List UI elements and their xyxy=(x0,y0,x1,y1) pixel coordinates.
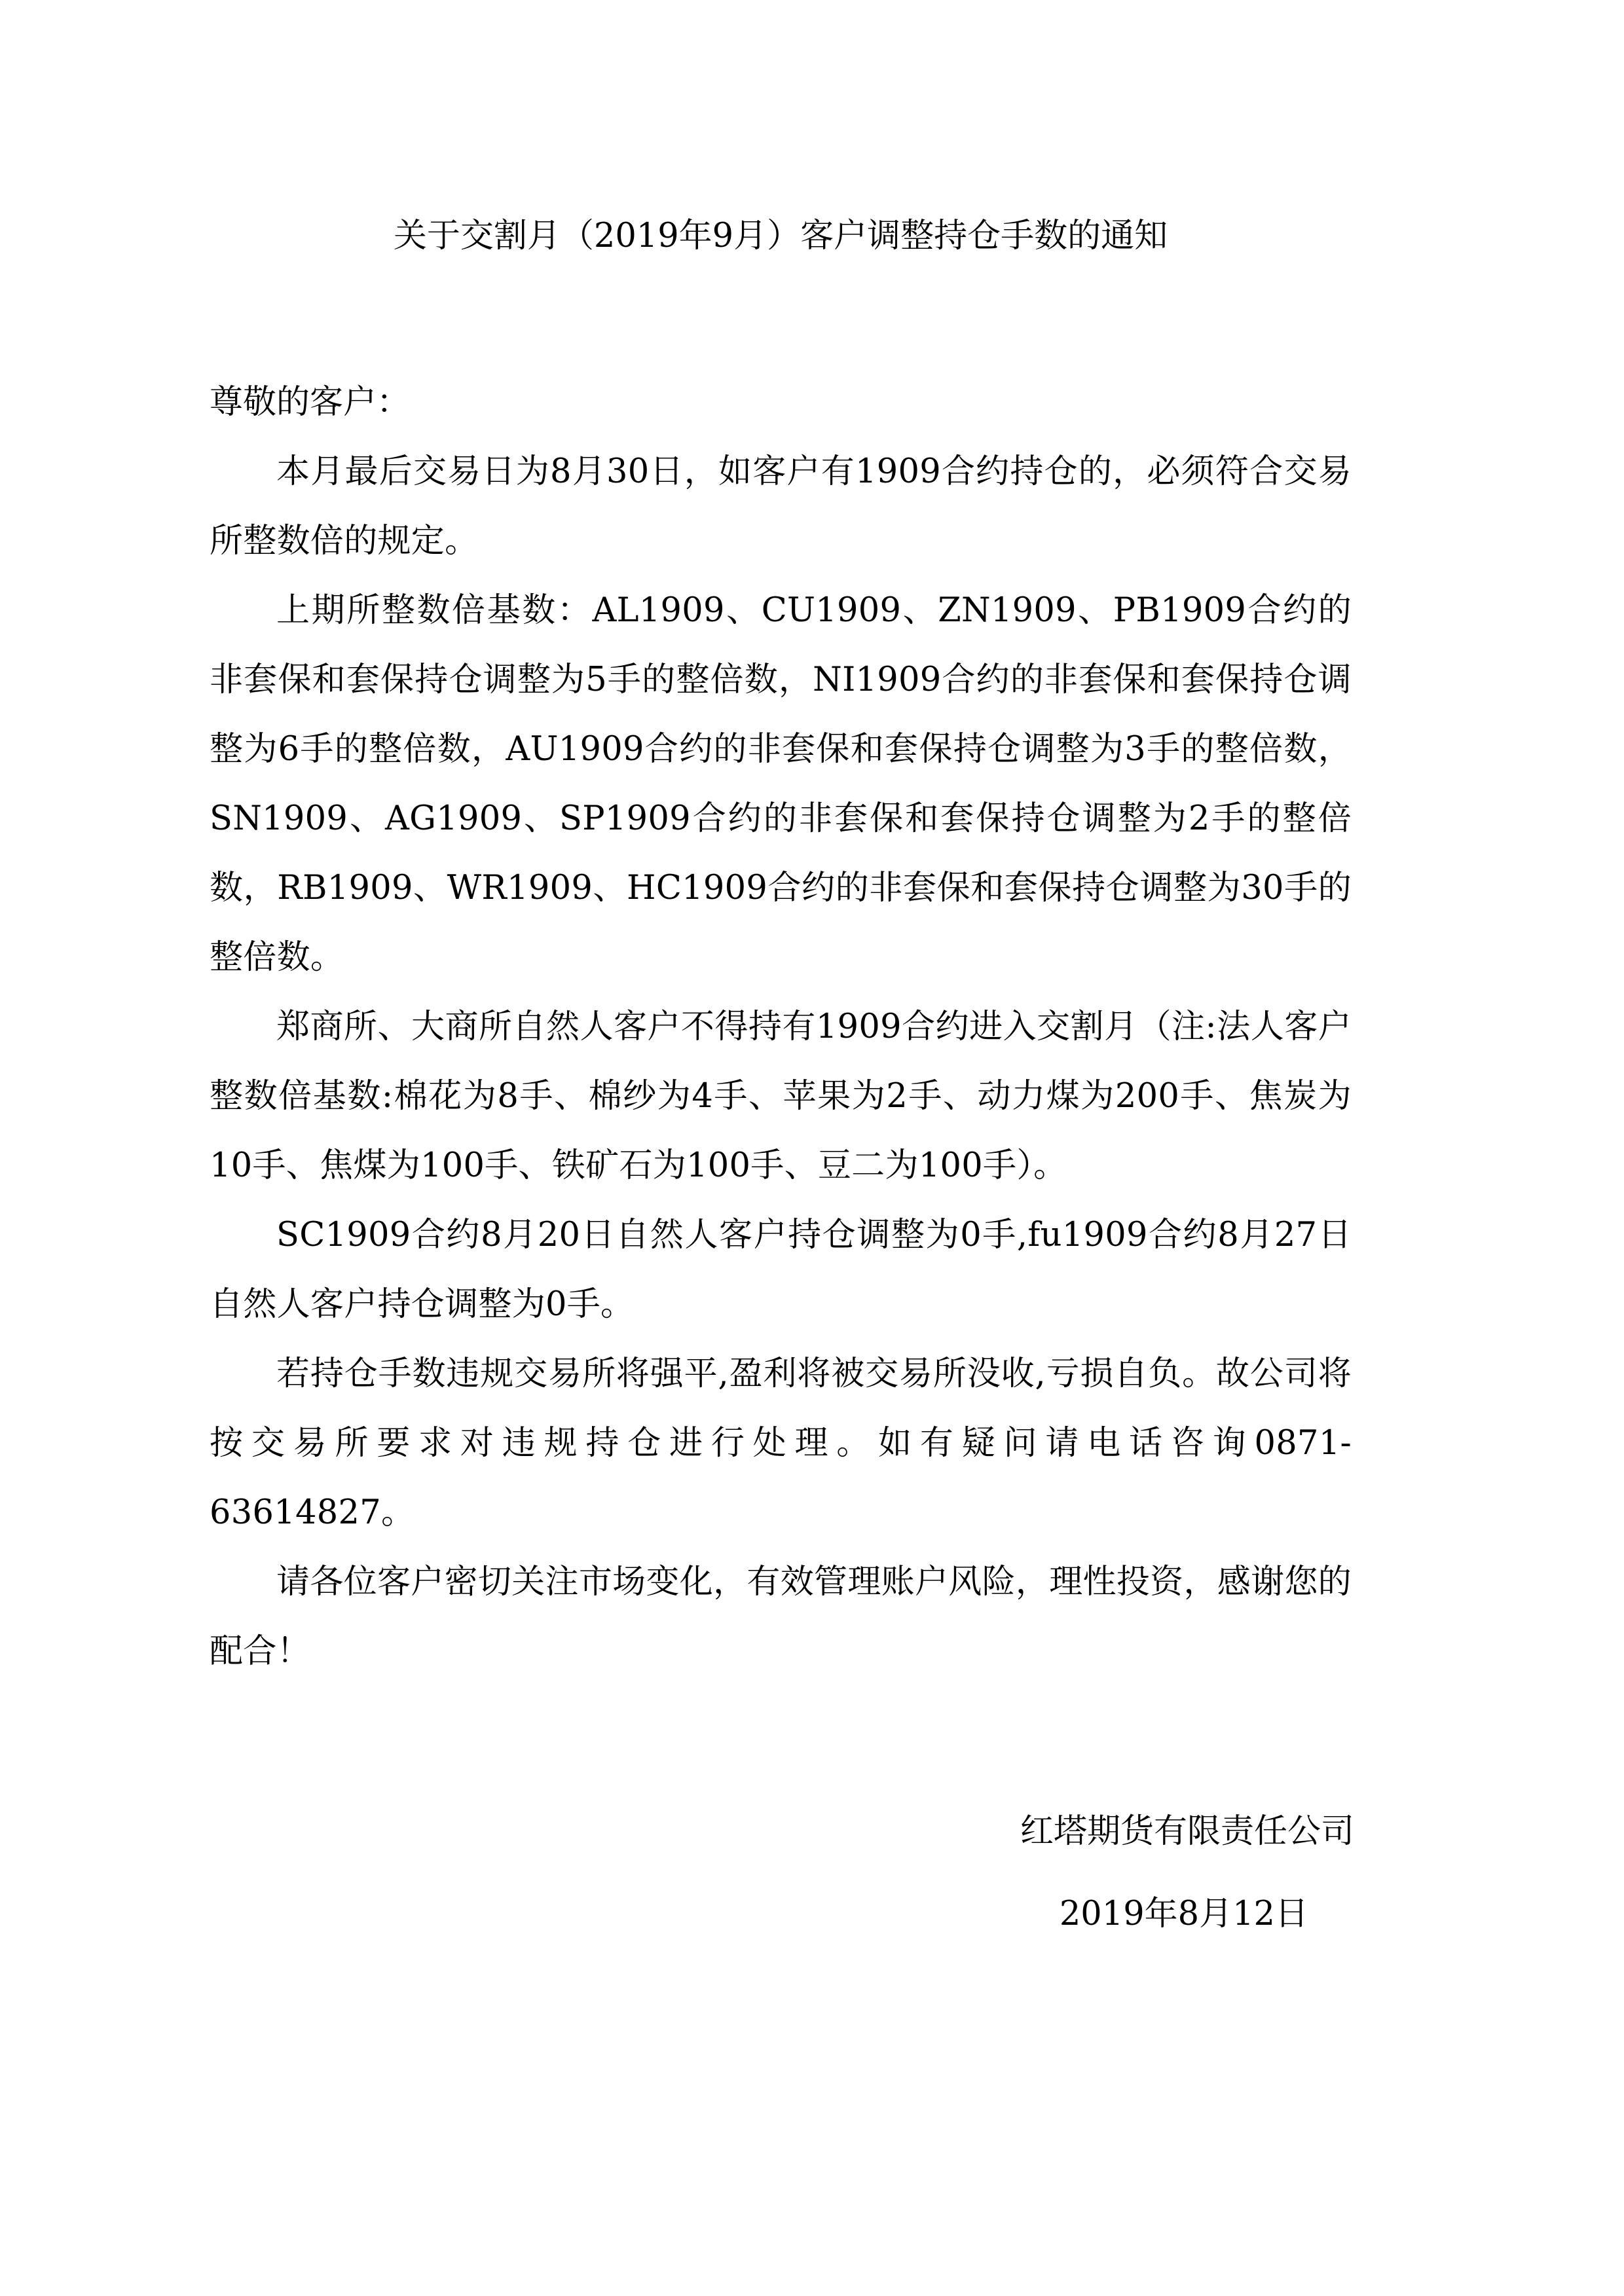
salutation: 尊敬的客户： xyxy=(210,383,411,422)
paragraph-shfe-multiples: 上期所整数倍基数：AL1909、CU1909、ZN1909、PB1909合约的非套保和套保持仓调整为5手的整倍数，NI1909合约的非套保和套保持仓调整为6手的整倍数，AU1909合约的非套保和套保持仓调整为3手的整倍数，SN1909、AG1909、SP1909合约的非套保和套保持仓调整为2手的整倍数，RB1909、WR1909、HC1909合约的非套保和套保持仓调整为30手的整倍数。 xyxy=(210,591,1352,977)
notice-body xyxy=(210,368,1352,1686)
paragraph-closing-remarks: 请各位客户密切关注市场变化，有效管理账户风险，理性投资，感谢您的配合！ xyxy=(210,1563,1352,1671)
paragraph-czce-dce-rules: 郑商所、大商所自然人客户不得持有1909合约进入交割月（注:法人客户整数倍基数:棉花为8手、棉纱为4手、苹果为2手、动力煤为200手、焦炭为10手、焦煤为100手、铁矿石为100手、豆二为100手）。 xyxy=(210,1008,1352,1185)
paragraph-sc-fu-rules: SC1909合约8月20日自然人客户持仓调整为0手,fu1909合约8月27日自然人客户持仓调整为0手。 xyxy=(210,1216,1352,1324)
company-signature: 红塔期货有限责任公司 xyxy=(1020,1812,1354,1851)
paragraph-violation-handling: 若持仓手数违规交易所将强平,盈利将被交易所没收,亏损自负。故公司将按交易所要求对违规持仓进行处理。如有疑问请电话咨询0871-63614827。 xyxy=(210,1355,1352,1532)
paragraph-last-trading-day: 本月最后交易日为8月30日，如客户有1909合约持仓的，必须符合交易所整数倍的规定。 xyxy=(210,452,1352,560)
notice-date: 2019年8月12日 xyxy=(1059,1895,1308,1933)
notice-title: 关于交割月（2019年9月）客户调整持仓手数的通知 xyxy=(393,217,1168,255)
